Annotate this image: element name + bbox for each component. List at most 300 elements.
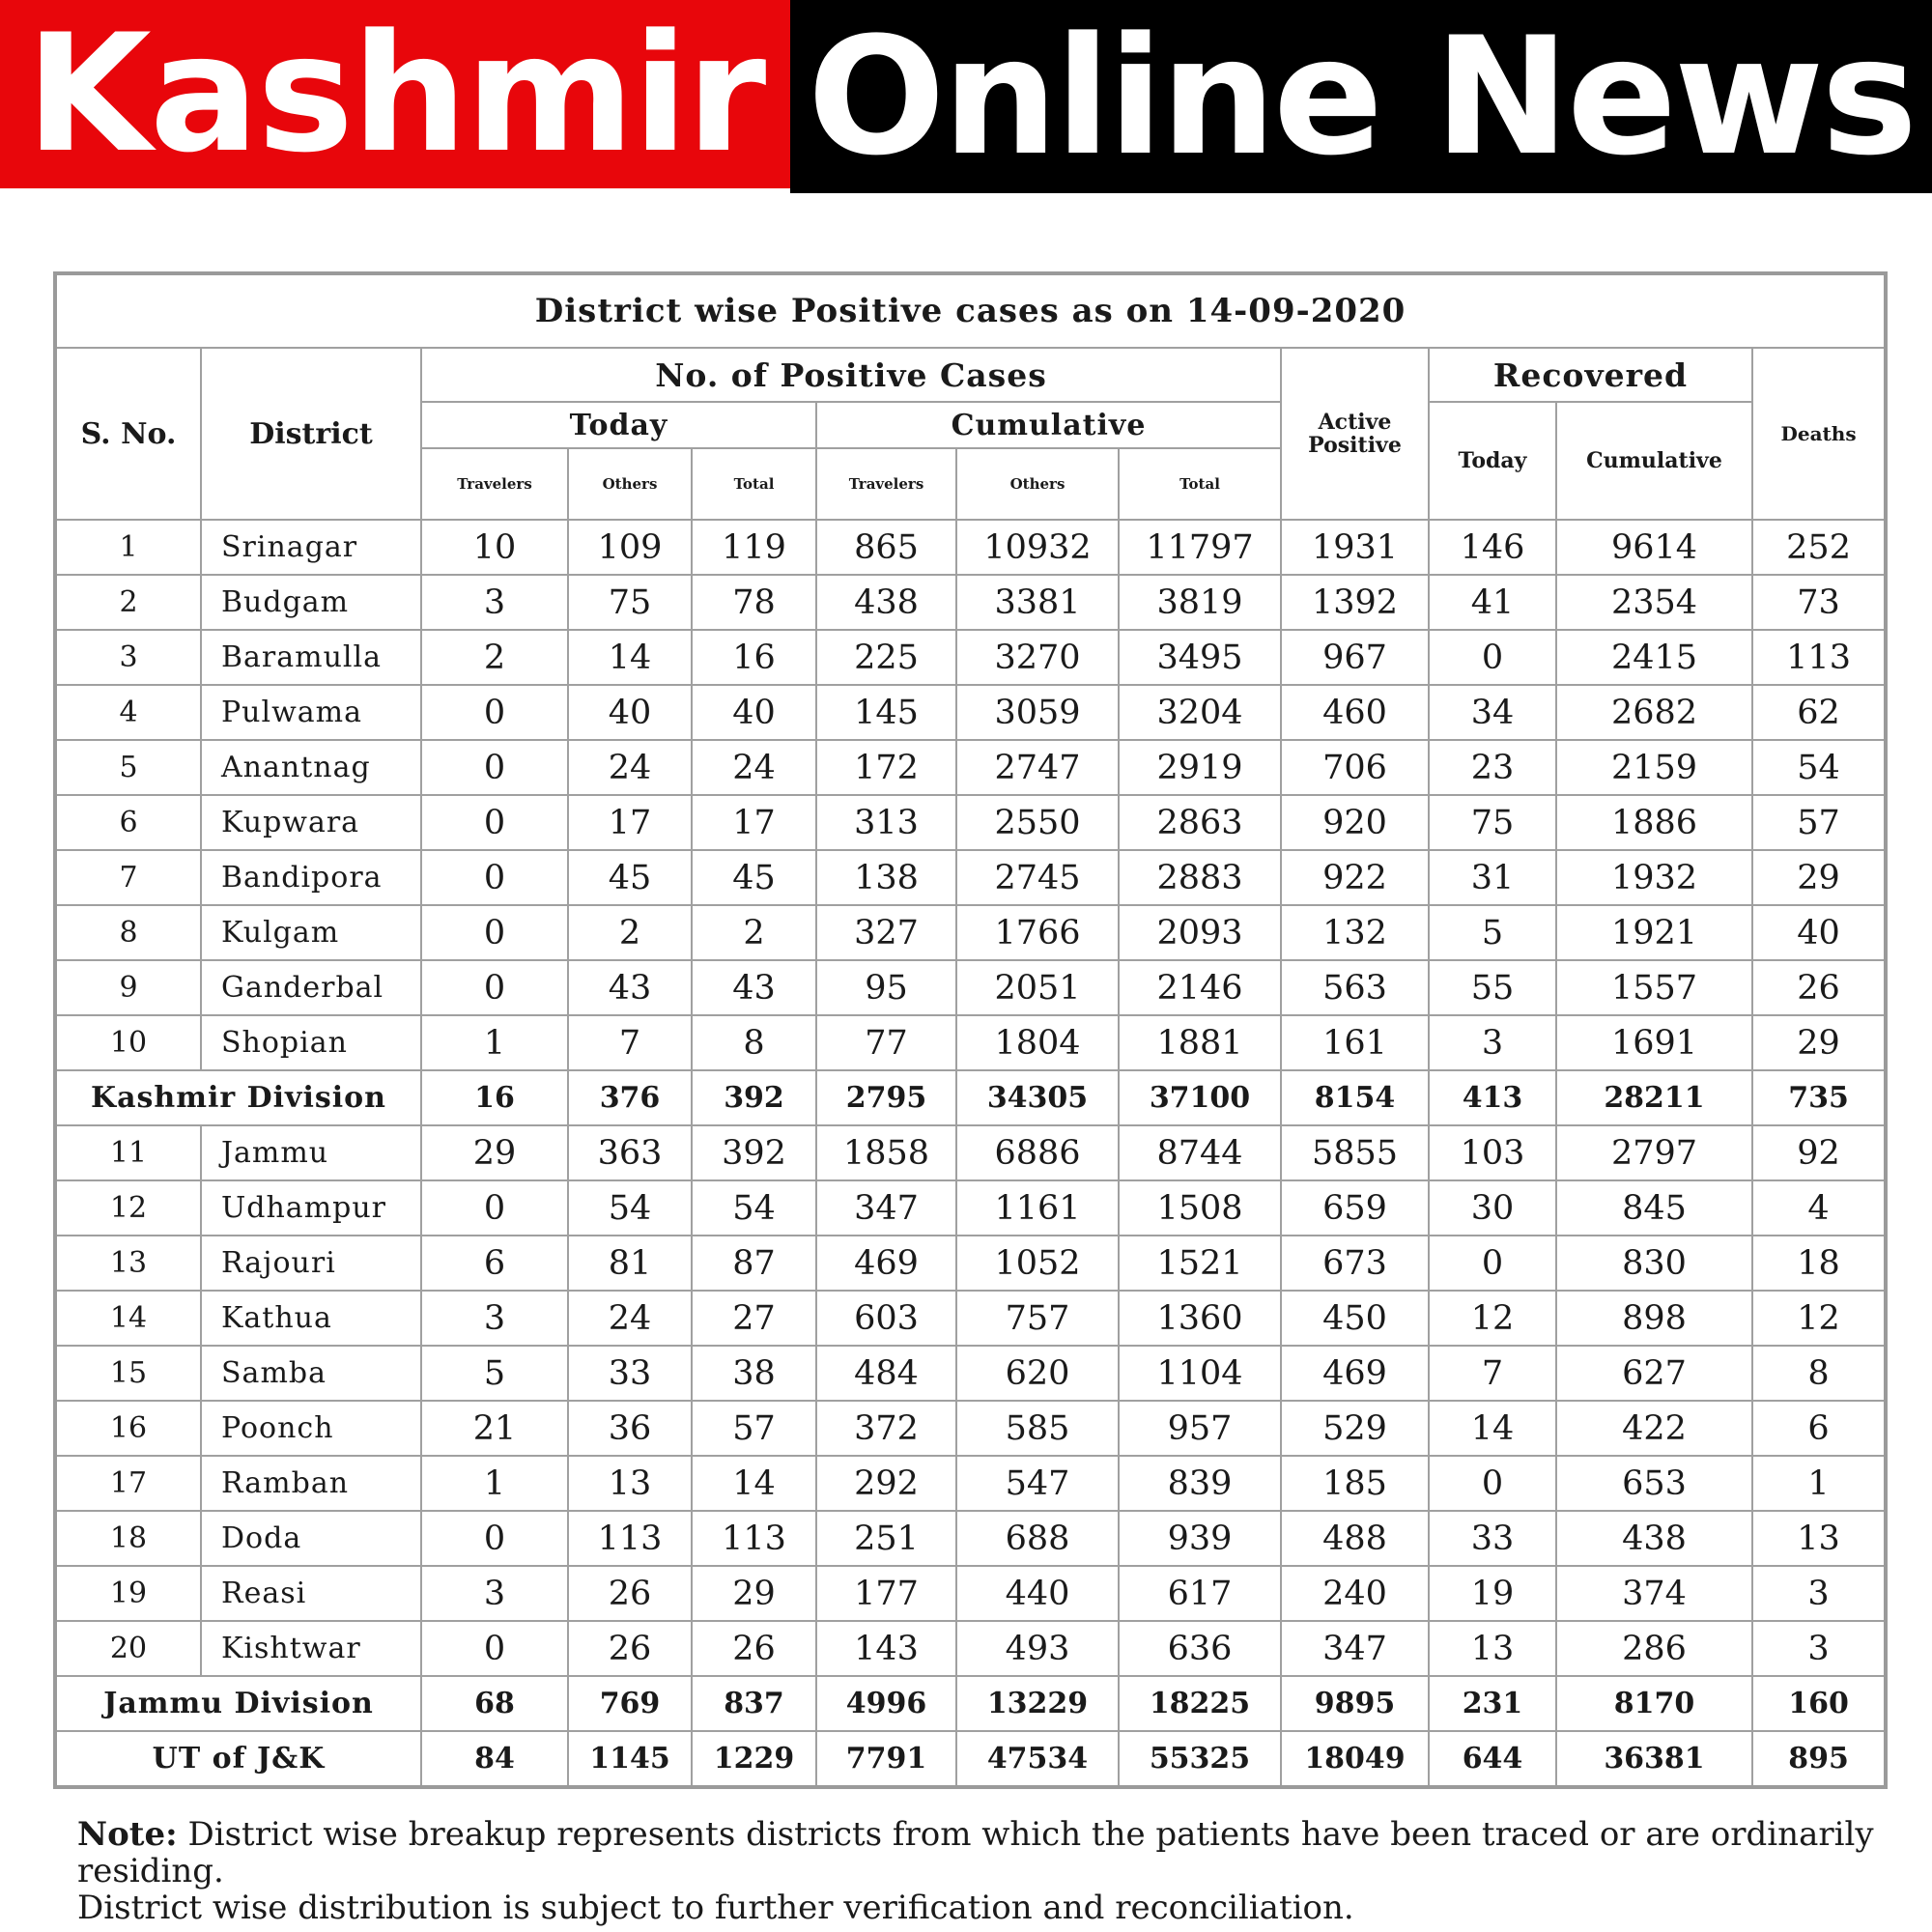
cell-value: 2745 [956, 850, 1119, 905]
cell-value: 372 [816, 1401, 956, 1456]
cell-value: 757 [956, 1291, 1119, 1346]
cell-total-value: 18225 [1119, 1676, 1281, 1731]
table-row [55, 740, 1886, 795]
cell-value: 16 [692, 630, 816, 685]
cell-value: 830 [1556, 1236, 1752, 1291]
cell-value: 14 [692, 1456, 816, 1511]
cell-value: 113 [568, 1511, 692, 1566]
cell-value: 57 [692, 1401, 816, 1456]
cell-total-value: 47534 [956, 1731, 1119, 1787]
cell-sno: 20 [55, 1621, 201, 1676]
cell-district: Poonch [201, 1401, 421, 1456]
cell-total-value: 231 [1429, 1676, 1556, 1731]
cell-value: 3270 [956, 630, 1119, 685]
cell-sno: 16 [55, 1401, 201, 1456]
table-row [55, 850, 1886, 905]
cell-value: 11797 [1119, 520, 1281, 575]
cell-total-value: 837 [692, 1676, 816, 1731]
cell-sno: 18 [55, 1511, 201, 1566]
cell-value: 119 [692, 520, 816, 575]
header-positive-cases: No. of Positive Cases [421, 348, 1281, 402]
cell-value: 2747 [956, 740, 1119, 795]
cell-sno: 9 [55, 960, 201, 1015]
cell-value: 2415 [1556, 630, 1752, 685]
kashmir-division-total-row [55, 1070, 1886, 1125]
cell-district: Kishtwar [201, 1621, 421, 1676]
table-row [55, 1180, 1886, 1236]
header-today-total: Total [692, 448, 816, 520]
cell-value: 1931 [1281, 520, 1429, 575]
cell-district: Pulwama [201, 685, 421, 740]
cell-value: 1804 [956, 1015, 1119, 1070]
cell-value: 2146 [1119, 960, 1281, 1015]
cell-total-value: 1229 [692, 1731, 816, 1787]
cell-value: 627 [1556, 1346, 1752, 1401]
table-row [55, 960, 1886, 1015]
cell-value: 31 [1429, 850, 1556, 905]
cell-value: 95 [816, 960, 956, 1015]
cell-value: 1921 [1556, 905, 1752, 960]
cell-value: 347 [1281, 1621, 1429, 1676]
cell-value: 0 [421, 1511, 568, 1566]
cell-value: 488 [1281, 1511, 1429, 1566]
cell-value: 3 [1752, 1566, 1886, 1621]
cell-district: Rajouri [201, 1236, 421, 1291]
cell-value: 292 [816, 1456, 956, 1511]
cell-value: 529 [1281, 1401, 1429, 1456]
table-row [55, 685, 1886, 740]
cell-value: 0 [421, 850, 568, 905]
cell-value: 563 [1281, 960, 1429, 1015]
cell-value: 26 [692, 1621, 816, 1676]
cell-value: 24 [568, 740, 692, 795]
cell-value: 6 [421, 1236, 568, 1291]
header-cumulative-total: Total [1119, 448, 1281, 520]
cell-total-value: 4996 [816, 1676, 956, 1731]
cell-value: 2159 [1556, 740, 1752, 795]
cell-value: 8 [692, 1015, 816, 1070]
cell-total-value: 37100 [1119, 1070, 1281, 1125]
cell-value: 1557 [1556, 960, 1752, 1015]
cell-value: 898 [1556, 1291, 1752, 1346]
cell-total-value: 2795 [816, 1070, 956, 1125]
cell-value: 460 [1281, 685, 1429, 740]
table-row [55, 1291, 1886, 1346]
cell-total-value: 18049 [1281, 1731, 1429, 1787]
cell-value: 145 [816, 685, 956, 740]
cell-sno: 10 [55, 1015, 201, 1070]
footnote [77, 1816, 1874, 1926]
cell-value: 2 [568, 905, 692, 960]
cell-value: 113 [692, 1511, 816, 1566]
cell-sno: 2 [55, 575, 201, 630]
cell-value: 1392 [1281, 575, 1429, 630]
cell-value: 143 [816, 1621, 956, 1676]
cell-value: 81 [568, 1236, 692, 1291]
table-row [55, 1401, 1886, 1456]
table-row [55, 1511, 1886, 1566]
cell-value: 5855 [1281, 1125, 1429, 1180]
cell-value: 0 [421, 905, 568, 960]
cell-value: 617 [1119, 1566, 1281, 1621]
cell-value: 7 [568, 1015, 692, 1070]
table-row [55, 905, 1886, 960]
cell-district: Kathua [201, 1291, 421, 1346]
cell-value: 109 [568, 520, 692, 575]
cell-value: 38 [692, 1346, 816, 1401]
cell-value: 2354 [1556, 575, 1752, 630]
cell-value: 45 [568, 850, 692, 905]
cell-value: 62 [1752, 685, 1886, 740]
cell-value: 177 [816, 1566, 956, 1621]
cell-sno: 15 [55, 1346, 201, 1401]
cell-value: 3 [1429, 1015, 1556, 1070]
cell-value: 10932 [956, 520, 1119, 575]
cell-value: 45 [692, 850, 816, 905]
header-recovered-cumulative: Cumulative [1556, 402, 1752, 520]
cell-value: 3 [421, 1291, 568, 1346]
cell-value: 3059 [956, 685, 1119, 740]
cell-value: 138 [816, 850, 956, 905]
cell-value: 55 [1429, 960, 1556, 1015]
cell-value: 13 [1429, 1621, 1556, 1676]
cell-value: 17 [568, 795, 692, 850]
cell-value: 2 [421, 630, 568, 685]
cell-value: 845 [1556, 1180, 1752, 1236]
cell-value: 0 [421, 795, 568, 850]
cell-value: 327 [816, 905, 956, 960]
cell-total-value: 7791 [816, 1731, 956, 1787]
cell-value: 36 [568, 1401, 692, 1456]
cell-sno: 17 [55, 1456, 201, 1511]
cell-value: 286 [1556, 1621, 1752, 1676]
cell-total-value: 735 [1752, 1070, 1886, 1125]
cell-value: 185 [1281, 1456, 1429, 1511]
cell-value: 26 [568, 1621, 692, 1676]
cell-total-value: 644 [1429, 1731, 1556, 1787]
cell-value: 313 [816, 795, 956, 850]
table-row [55, 1566, 1886, 1621]
cell-value: 23 [1429, 740, 1556, 795]
cell-total-value: 895 [1752, 1731, 1886, 1787]
banner-left-text: Kashmir [0, 0, 790, 188]
header-cumulative-travelers: Travelers [816, 448, 956, 520]
header-today-travelers: Travelers [421, 448, 568, 520]
cell-value: 659 [1281, 1180, 1429, 1236]
cell-value: 251 [816, 1511, 956, 1566]
cell-value: 92 [1752, 1125, 1886, 1180]
cell-sno: 7 [55, 850, 201, 905]
cell-total-value: 392 [692, 1070, 816, 1125]
cell-value: 73 [1752, 575, 1886, 630]
cell-value: 493 [956, 1621, 1119, 1676]
cell-value: 0 [1429, 1456, 1556, 1511]
cell-value: 14 [568, 630, 692, 685]
cell-value: 27 [692, 1291, 816, 1346]
header-cumulative: Cumulative [816, 402, 1281, 448]
cell-value: 1508 [1119, 1180, 1281, 1236]
cell-total-value: 160 [1752, 1676, 1886, 1731]
cell-value: 967 [1281, 630, 1429, 685]
cell-value: 21 [421, 1401, 568, 1456]
cell-district: Bandipora [201, 850, 421, 905]
cell-value: 1 [421, 1456, 568, 1511]
cell-value: 41 [1429, 575, 1556, 630]
cell-value: 33 [1429, 1511, 1556, 1566]
cell-value: 0 [421, 1621, 568, 1676]
cell-value: 920 [1281, 795, 1429, 850]
cell-value: 40 [1752, 905, 1886, 960]
footnote-line-2: District wise distribution is subject to further verification and reconciliation. [77, 1889, 1354, 1927]
cell-value: 0 [421, 960, 568, 1015]
cell-value: 172 [816, 740, 956, 795]
table-row [55, 630, 1886, 685]
cell-total-value: 13229 [956, 1676, 1119, 1731]
cell-district: Ganderbal [201, 960, 421, 1015]
cell-total-label: Kashmir Division [55, 1070, 421, 1125]
header-active-positive: Active Positive [1281, 348, 1429, 520]
header-today-others: Others [568, 448, 692, 520]
cell-value: 5 [1429, 905, 1556, 960]
cell-value: 392 [692, 1125, 816, 1180]
cell-value: 4 [1752, 1180, 1886, 1236]
cell-total-value: 68 [421, 1676, 568, 1731]
cell-total-label: Jammu Division [55, 1676, 421, 1731]
cell-total-value: 8154 [1281, 1070, 1429, 1125]
header-sno: S. No. [55, 348, 201, 520]
cell-value: 8744 [1119, 1125, 1281, 1180]
cell-value: 30 [1429, 1180, 1556, 1236]
cell-value: 54 [692, 1180, 816, 1236]
cell-value: 3819 [1119, 575, 1281, 630]
cell-value: 3 [1752, 1621, 1886, 1676]
cell-value: 922 [1281, 850, 1429, 905]
cell-sno: 12 [55, 1180, 201, 1236]
cell-district: Anantnag [201, 740, 421, 795]
table-row [55, 575, 1886, 630]
header-recovered-today: Today [1429, 402, 1556, 520]
cell-value: 9614 [1556, 520, 1752, 575]
cell-value: 33 [568, 1346, 692, 1401]
cell-value: 939 [1119, 1511, 1281, 1566]
cell-district: Kulgam [201, 905, 421, 960]
cell-value: 75 [568, 575, 692, 630]
cell-value: 688 [956, 1511, 1119, 1566]
cell-total-value: 84 [421, 1731, 568, 1787]
cell-value: 1052 [956, 1236, 1119, 1291]
cell-value: 29 [692, 1566, 816, 1621]
table-row [55, 1015, 1886, 1070]
cell-total-value: 9895 [1281, 1676, 1429, 1731]
table-row [55, 1125, 1886, 1180]
cell-value: 113 [1752, 630, 1886, 685]
cell-value: 1161 [956, 1180, 1119, 1236]
cell-total-value: 34305 [956, 1070, 1119, 1125]
cell-value: 585 [956, 1401, 1119, 1456]
table-row [55, 1621, 1886, 1676]
cell-value: 653 [1556, 1456, 1752, 1511]
cell-value: 13 [1752, 1511, 1886, 1566]
cell-value: 1691 [1556, 1015, 1752, 1070]
cell-value: 2051 [956, 960, 1119, 1015]
cell-sno: 6 [55, 795, 201, 850]
cell-value: 54 [1752, 740, 1886, 795]
cell-district: Baramulla [201, 630, 421, 685]
cell-sno: 3 [55, 630, 201, 685]
cell-value: 469 [1281, 1346, 1429, 1401]
cell-value: 2 [692, 905, 816, 960]
cell-total-label: UT of J&K [55, 1731, 421, 1787]
cell-value: 1766 [956, 905, 1119, 960]
header-today: Today [421, 402, 816, 448]
cell-value: 26 [568, 1566, 692, 1621]
cell-value: 5 [421, 1346, 568, 1401]
district-cases-table [53, 271, 1888, 1789]
cell-value: 2863 [1119, 795, 1281, 850]
cell-value: 636 [1119, 1621, 1281, 1676]
cell-sno: 13 [55, 1236, 201, 1291]
cell-total-value: 413 [1429, 1070, 1556, 1125]
cell-value: 24 [568, 1291, 692, 1346]
table-row [55, 1346, 1886, 1401]
cell-value: 865 [816, 520, 956, 575]
cell-value: 603 [816, 1291, 956, 1346]
site-banner [0, 0, 1932, 193]
cell-value: 450 [1281, 1291, 1429, 1346]
cell-value: 75 [1429, 795, 1556, 850]
cell-value: 17 [692, 795, 816, 850]
cell-sno: 8 [55, 905, 201, 960]
cell-value: 132 [1281, 905, 1429, 960]
cell-total-value: 28211 [1556, 1070, 1752, 1125]
cell-value: 13 [568, 1456, 692, 1511]
cell-total-value: 376 [568, 1070, 692, 1125]
cell-value: 12 [1429, 1291, 1556, 1346]
cell-value: 374 [1556, 1566, 1752, 1621]
cell-total-value: 769 [568, 1676, 692, 1731]
cell-value: 1932 [1556, 850, 1752, 905]
header-recovered: Recovered [1429, 348, 1752, 402]
cell-value: 0 [421, 685, 568, 740]
footnote-text-1: District wise breakup represents districts from which the patients have been traced or are ordinarily residing. [77, 1815, 1874, 1890]
cell-value: 57 [1752, 795, 1886, 850]
cell-value: 3 [421, 1566, 568, 1621]
cell-district: Jammu [201, 1125, 421, 1180]
cell-sno: 5 [55, 740, 201, 795]
table-title: District wise Positive cases as on 14-09-2020 [55, 273, 1886, 348]
cell-value: 2550 [956, 795, 1119, 850]
cell-sno: 14 [55, 1291, 201, 1346]
header-deaths: Deaths [1752, 348, 1886, 520]
cell-value: 78 [692, 575, 816, 630]
cell-value: 1858 [816, 1125, 956, 1180]
cell-value: 706 [1281, 740, 1429, 795]
footnote-label: Note: [77, 1815, 178, 1854]
cell-value: 18 [1752, 1236, 1886, 1291]
cell-district: Shopian [201, 1015, 421, 1070]
cell-value: 1521 [1119, 1236, 1281, 1291]
ut-total-row [55, 1731, 1886, 1787]
cell-value: 0 [421, 740, 568, 795]
cell-value: 103 [1429, 1125, 1556, 1180]
cell-value: 77 [816, 1015, 956, 1070]
cell-value: 29 [1752, 1015, 1886, 1070]
cell-total-value: 8170 [1556, 1676, 1752, 1731]
cell-value: 24 [692, 740, 816, 795]
cell-value: 1881 [1119, 1015, 1281, 1070]
cell-value: 2883 [1119, 850, 1281, 905]
cell-value: 957 [1119, 1401, 1281, 1456]
cell-value: 547 [956, 1456, 1119, 1511]
header-cumulative-others: Others [956, 448, 1119, 520]
cell-value: 438 [816, 575, 956, 630]
cell-value: 40 [692, 685, 816, 740]
cell-district: Ramban [201, 1456, 421, 1511]
cell-value: 0 [1429, 1236, 1556, 1291]
table-row [55, 1456, 1886, 1511]
cell-value: 161 [1281, 1015, 1429, 1070]
cell-value: 12 [1752, 1291, 1886, 1346]
cell-value: 43 [692, 960, 816, 1015]
cell-value: 3381 [956, 575, 1119, 630]
cell-value: 347 [816, 1180, 956, 1236]
cell-sno: 4 [55, 685, 201, 740]
cell-value: 1104 [1119, 1346, 1281, 1401]
cell-value: 29 [421, 1125, 568, 1180]
cell-value: 26 [1752, 960, 1886, 1015]
cell-district: Reasi [201, 1566, 421, 1621]
cell-value: 1360 [1119, 1291, 1281, 1346]
cell-value: 2919 [1119, 740, 1281, 795]
cell-value: 3 [421, 575, 568, 630]
cell-value: 8 [1752, 1346, 1886, 1401]
cell-value: 673 [1281, 1236, 1429, 1291]
cell-value: 7 [1429, 1346, 1556, 1401]
cell-value: 34 [1429, 685, 1556, 740]
cell-value: 40 [568, 685, 692, 740]
cell-district: Udhampur [201, 1180, 421, 1236]
cell-value: 14 [1429, 1401, 1556, 1456]
cell-value: 363 [568, 1125, 692, 1180]
cell-total-value: 1145 [568, 1731, 692, 1787]
table-row [55, 795, 1886, 850]
cell-sno: 1 [55, 520, 201, 575]
cell-value: 1886 [1556, 795, 1752, 850]
cell-value: 0 [421, 1180, 568, 1236]
cell-value: 252 [1752, 520, 1886, 575]
cell-value: 839 [1119, 1456, 1281, 1511]
cell-value: 87 [692, 1236, 816, 1291]
cell-district: Samba [201, 1346, 421, 1401]
jammu-division-total-row [55, 1676, 1886, 1731]
cell-district: Budgam [201, 575, 421, 630]
cell-value: 3495 [1119, 630, 1281, 685]
cell-value: 2093 [1119, 905, 1281, 960]
cell-district: Srinagar [201, 520, 421, 575]
table-row [55, 520, 1886, 575]
cell-value: 146 [1429, 520, 1556, 575]
footnote-line-1 [77, 1816, 1874, 1889]
cell-value: 0 [1429, 630, 1556, 685]
cell-total-value: 16 [421, 1070, 568, 1125]
cell-value: 10 [421, 520, 568, 575]
cell-district: Kupwara [201, 795, 421, 850]
cell-value: 1 [1752, 1456, 1886, 1511]
cell-value: 2682 [1556, 685, 1752, 740]
cell-value: 240 [1281, 1566, 1429, 1621]
cell-value: 438 [1556, 1511, 1752, 1566]
cell-value: 6886 [956, 1125, 1119, 1180]
